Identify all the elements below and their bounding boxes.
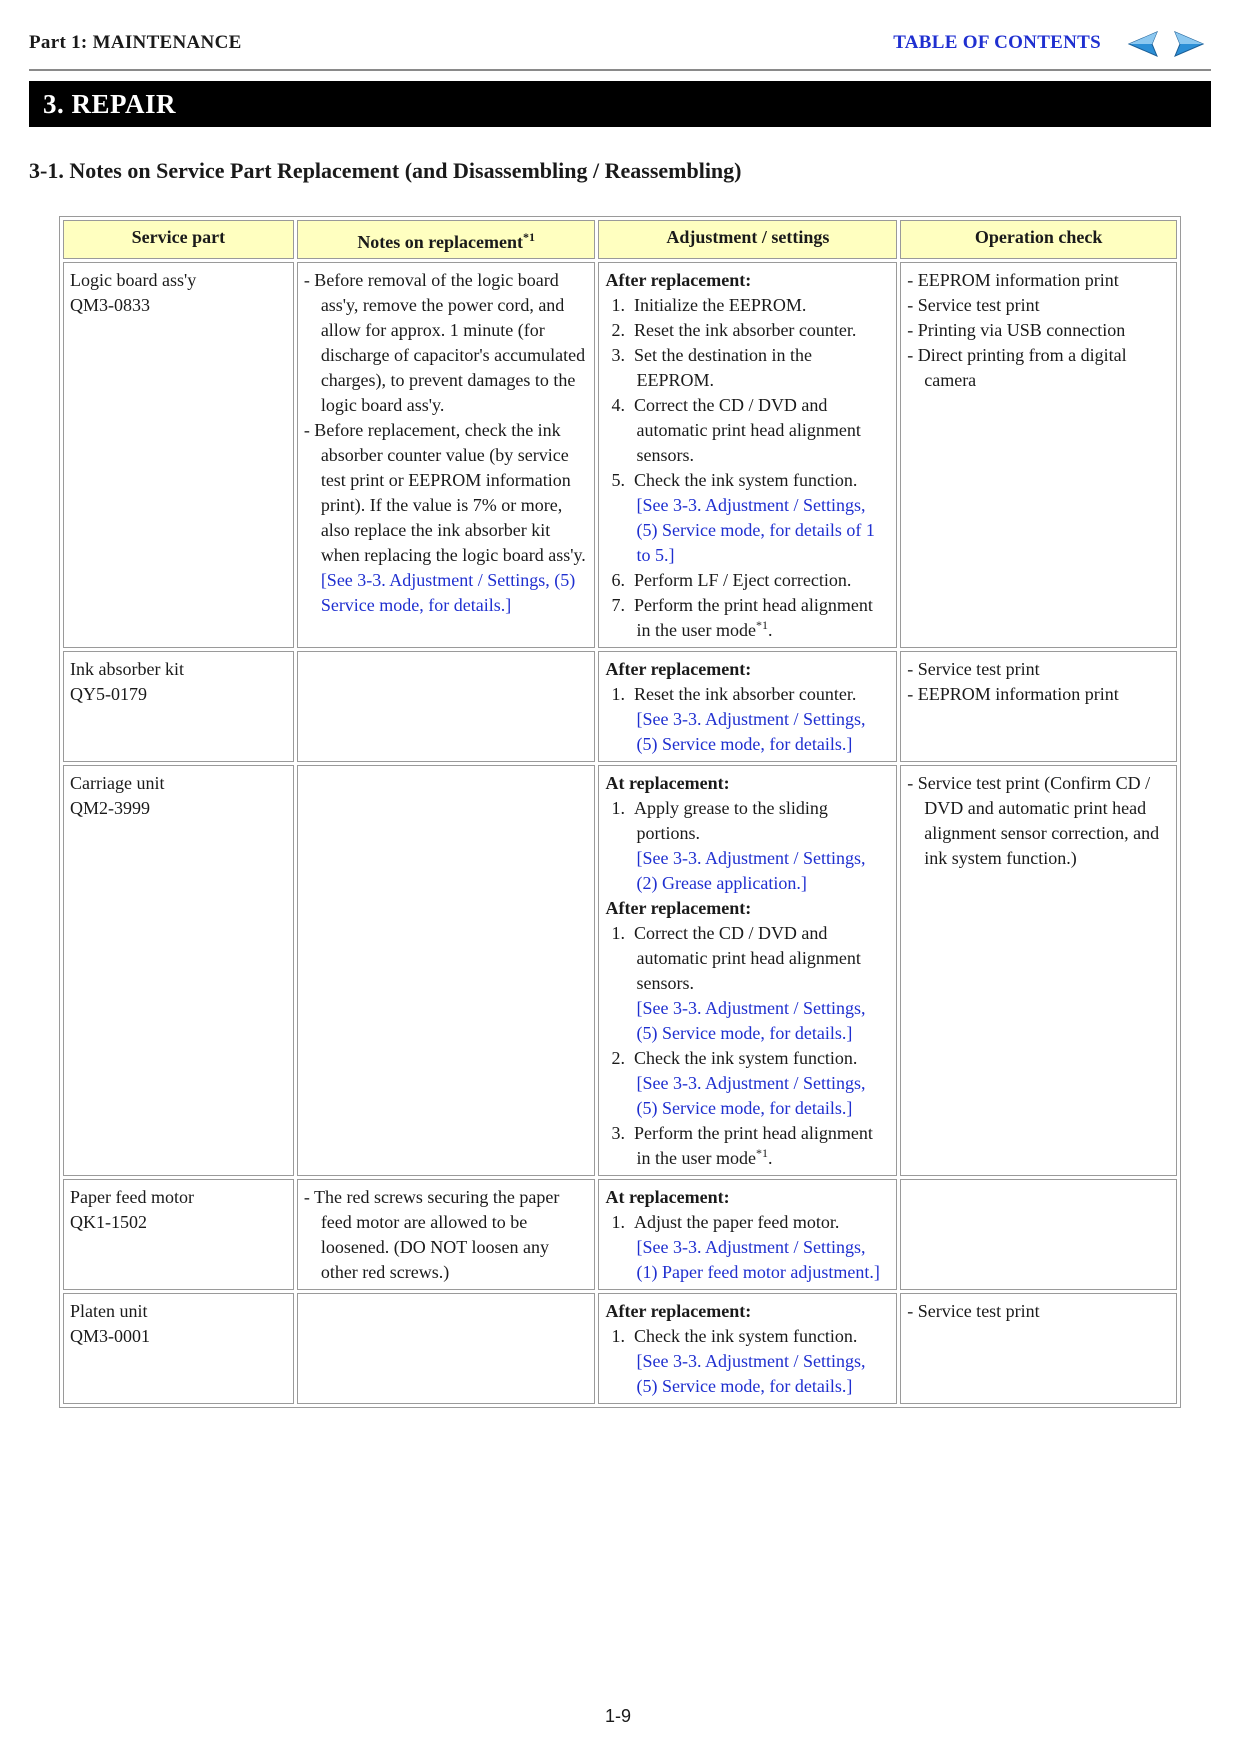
part-number: QY5-0179 — [70, 684, 147, 704]
check-item: - Service test print — [907, 295, 1040, 315]
check-item: - Service test print — [907, 659, 1040, 679]
top-bar — [29, 30, 1211, 58]
cell-service-part — [63, 262, 294, 648]
reference-link[interactable]: [See 3-3. Adjustment / Settings, (1) Paper feed motor adjustment.] — [636, 1237, 880, 1282]
cell-operation-check — [900, 1179, 1177, 1290]
footnote-marker: *1 — [522, 230, 535, 244]
cell-notes — [297, 262, 596, 648]
part-name: Platen unit — [70, 1301, 148, 1321]
step-number: 1. — [611, 1212, 625, 1232]
cell-service-part — [63, 765, 294, 1176]
step-heading: After replacement: — [605, 898, 752, 918]
cell-service-part — [63, 1179, 294, 1290]
section-title-bar — [29, 81, 1211, 127]
note-item: - Before removal of the logic board ass'y, remove the power cord, and allow for approx. 1 minute (for discharge of capacitor's accumulated charges), to prevent damages to the logic board ass'y. — [303, 270, 586, 415]
right-arrow-icon — [1169, 30, 1205, 58]
step-item — [605, 393, 890, 468]
step-text: Apply grease to the sliding portions. — [633, 798, 828, 843]
step-text: Reset the ink absorber counter. — [633, 320, 857, 340]
cell-operation-check — [900, 262, 1177, 648]
step-text: Reset the ink absorber counter. — [633, 684, 857, 704]
check-item: - EEPROM information print — [907, 270, 1119, 290]
check-item: - Printing via USB connection — [907, 320, 1126, 340]
step-text: Adjust the paper feed motor. — [633, 1212, 840, 1232]
table-header-row — [63, 220, 1177, 259]
step-number: 1. — [611, 684, 625, 704]
step-number: 7. — [611, 595, 625, 615]
step-item — [605, 593, 890, 643]
header-label: Notes on replacement — [357, 232, 523, 252]
cell-operation-check — [900, 1293, 1177, 1404]
reference-link[interactable]: [See 3-3. Adjustment / Settings, (2) Grease application.] — [636, 848, 866, 893]
service-part-table — [59, 216, 1181, 1408]
part-name: Carriage unit — [70, 773, 165, 793]
footnote-marker: *1 — [755, 1146, 768, 1160]
step-heading: After replacement: — [605, 270, 752, 290]
step-text: Perform the print head alignment in the user mode — [633, 1123, 873, 1168]
previous-page-button[interactable] — [1127, 30, 1163, 58]
step-item — [605, 1046, 890, 1071]
table-row — [63, 262, 1177, 648]
step-number: 1. — [611, 1326, 625, 1346]
cell-notes — [297, 1179, 596, 1290]
footnote-marker: *1 — [755, 618, 768, 632]
step-number: 1. — [611, 295, 625, 315]
table-row — [63, 651, 1177, 762]
header-notes-on-replacement — [297, 220, 596, 259]
step-text: Set the destination in the EEPROM. — [633, 345, 812, 390]
cell-notes — [297, 765, 596, 1176]
table-row — [63, 1179, 1177, 1290]
check-item: - Direct printing from a digital camera — [907, 345, 1127, 390]
step-item — [605, 468, 890, 493]
cell-adjustment — [598, 262, 897, 648]
reference-link[interactable]: [See 3-3. Adjustment / Settings, (5) Service mode, for details.] — [320, 570, 576, 615]
cell-adjustment — [598, 765, 897, 1176]
part-number: QM2-3999 — [70, 798, 150, 818]
reference-link[interactable]: [See 3-3. Adjustment / Settings, (5) Service mode, for details.] — [636, 998, 866, 1043]
cell-service-part — [63, 651, 294, 762]
cell-operation-check — [900, 765, 1177, 1176]
step-text: Check the ink system function. — [633, 1048, 858, 1068]
part-number: QM3-0833 — [70, 295, 150, 315]
step-heading: At replacement: — [605, 773, 730, 793]
section-title: 3. REPAIR — [43, 89, 177, 119]
left-arrow-icon — [1127, 30, 1163, 58]
service-part-table-container — [59, 216, 1181, 1736]
step-text: Check the ink system function. — [633, 470, 858, 490]
part-number: QM3-0001 — [70, 1326, 150, 1346]
header-rule — [29, 69, 1211, 71]
part-name: Logic board ass'y — [70, 270, 197, 290]
check-item: - EEPROM information print — [907, 684, 1119, 704]
subsection-title: 3-1. Notes on Service Part Replacement (and Disassembling / Reassembling) — [29, 158, 742, 183]
step-number: 3. — [611, 345, 625, 365]
header-adjustment-settings — [598, 220, 897, 259]
step-text: Perform LF / Eject correction. — [633, 570, 852, 590]
step-item — [605, 921, 890, 996]
step-text: Check the ink system function. — [633, 1326, 858, 1346]
step-punctuation: . — [767, 620, 773, 640]
part-name: Paper feed motor — [70, 1187, 194, 1207]
step-item — [605, 682, 890, 707]
part-name: Ink absorber kit — [70, 659, 184, 679]
step-item — [605, 1324, 890, 1349]
check-item: - Service test print — [907, 1301, 1040, 1321]
step-item — [605, 343, 890, 393]
note-item: - The red screws securing the paper feed motor are allowed to be loosened. (DO NOT loosen any other red screws.) — [303, 1187, 560, 1282]
step-text: Correct the CD / DVD and automatic print head alignment sensors. — [633, 923, 861, 993]
reference-link[interactable]: [See 3-3. Adjustment / Settings, (5) Service mode, for details.] — [636, 1351, 866, 1396]
step-item — [605, 568, 890, 593]
table-row — [63, 1293, 1177, 1404]
cell-notes — [297, 651, 596, 762]
step-heading: After replacement: — [605, 1301, 752, 1321]
note-item: - Before replacement, check the ink absorber counter value (by service test print or EEPROM information print). If the value is 7% or more, also replace the ink absorber kit when replacing the logic board ass'y. — [303, 420, 586, 565]
next-page-button[interactable] — [1169, 30, 1205, 58]
table-of-contents-link[interactable]: TABLE OF CONTENTS — [893, 32, 1101, 53]
step-item — [605, 293, 890, 318]
cell-adjustment — [598, 1179, 897, 1290]
step-item — [605, 1210, 890, 1235]
cell-adjustment — [598, 1293, 897, 1404]
step-number: 2. — [611, 320, 625, 340]
step-number: 4. — [611, 395, 625, 415]
step-item — [605, 318, 890, 343]
step-number: 1. — [611, 923, 625, 943]
reference-link[interactable]: [See 3-3. Adjustment / Settings, (5) Service mode, for details.] — [636, 1073, 866, 1118]
step-number: 6. — [611, 570, 625, 590]
step-number: 5. — [611, 470, 625, 490]
header-service-part — [63, 220, 294, 259]
step-text: Correct the CD / DVD and automatic print head alignment sensors. — [633, 395, 861, 465]
reference-link[interactable]: [See 3-3. Adjustment / Settings, (5) Service mode, for details of 1 to 5.] — [636, 495, 875, 565]
step-text: Initialize the EEPROM. — [633, 295, 807, 315]
part-title: Part 1: MAINTENANCE — [29, 32, 242, 53]
cell-adjustment — [598, 651, 897, 762]
step-punctuation: . — [767, 1148, 773, 1168]
header-label: Adjustment / settings — [666, 227, 830, 247]
step-heading: After replacement: — [605, 659, 752, 679]
cell-operation-check — [900, 651, 1177, 762]
table-row — [63, 765, 1177, 1176]
step-number: 1. — [611, 798, 625, 818]
header-label: Service part — [131, 227, 226, 247]
step-item — [605, 796, 890, 846]
header-operation-check — [900, 220, 1177, 259]
step-number: 3. — [611, 1123, 625, 1143]
header-label: Operation check — [974, 227, 1103, 247]
reference-link[interactable]: [See 3-3. Adjustment / Settings, (5) Service mode, for details.] — [636, 709, 866, 754]
step-heading: At replacement: — [605, 1187, 730, 1207]
step-number: 2. — [611, 1048, 625, 1068]
cell-service-part — [63, 1293, 294, 1404]
page-number: 1-9 — [605, 1706, 632, 1726]
part-number: QK1-1502 — [70, 1212, 147, 1232]
check-item: - Service test print (Confirm CD / DVD and automatic print head alignment sensor correction, and ink system function.) — [907, 773, 1160, 868]
step-text: Perform the print head alignment in the user mode — [633, 595, 873, 640]
step-item — [605, 1121, 890, 1171]
cell-notes — [297, 1293, 596, 1404]
